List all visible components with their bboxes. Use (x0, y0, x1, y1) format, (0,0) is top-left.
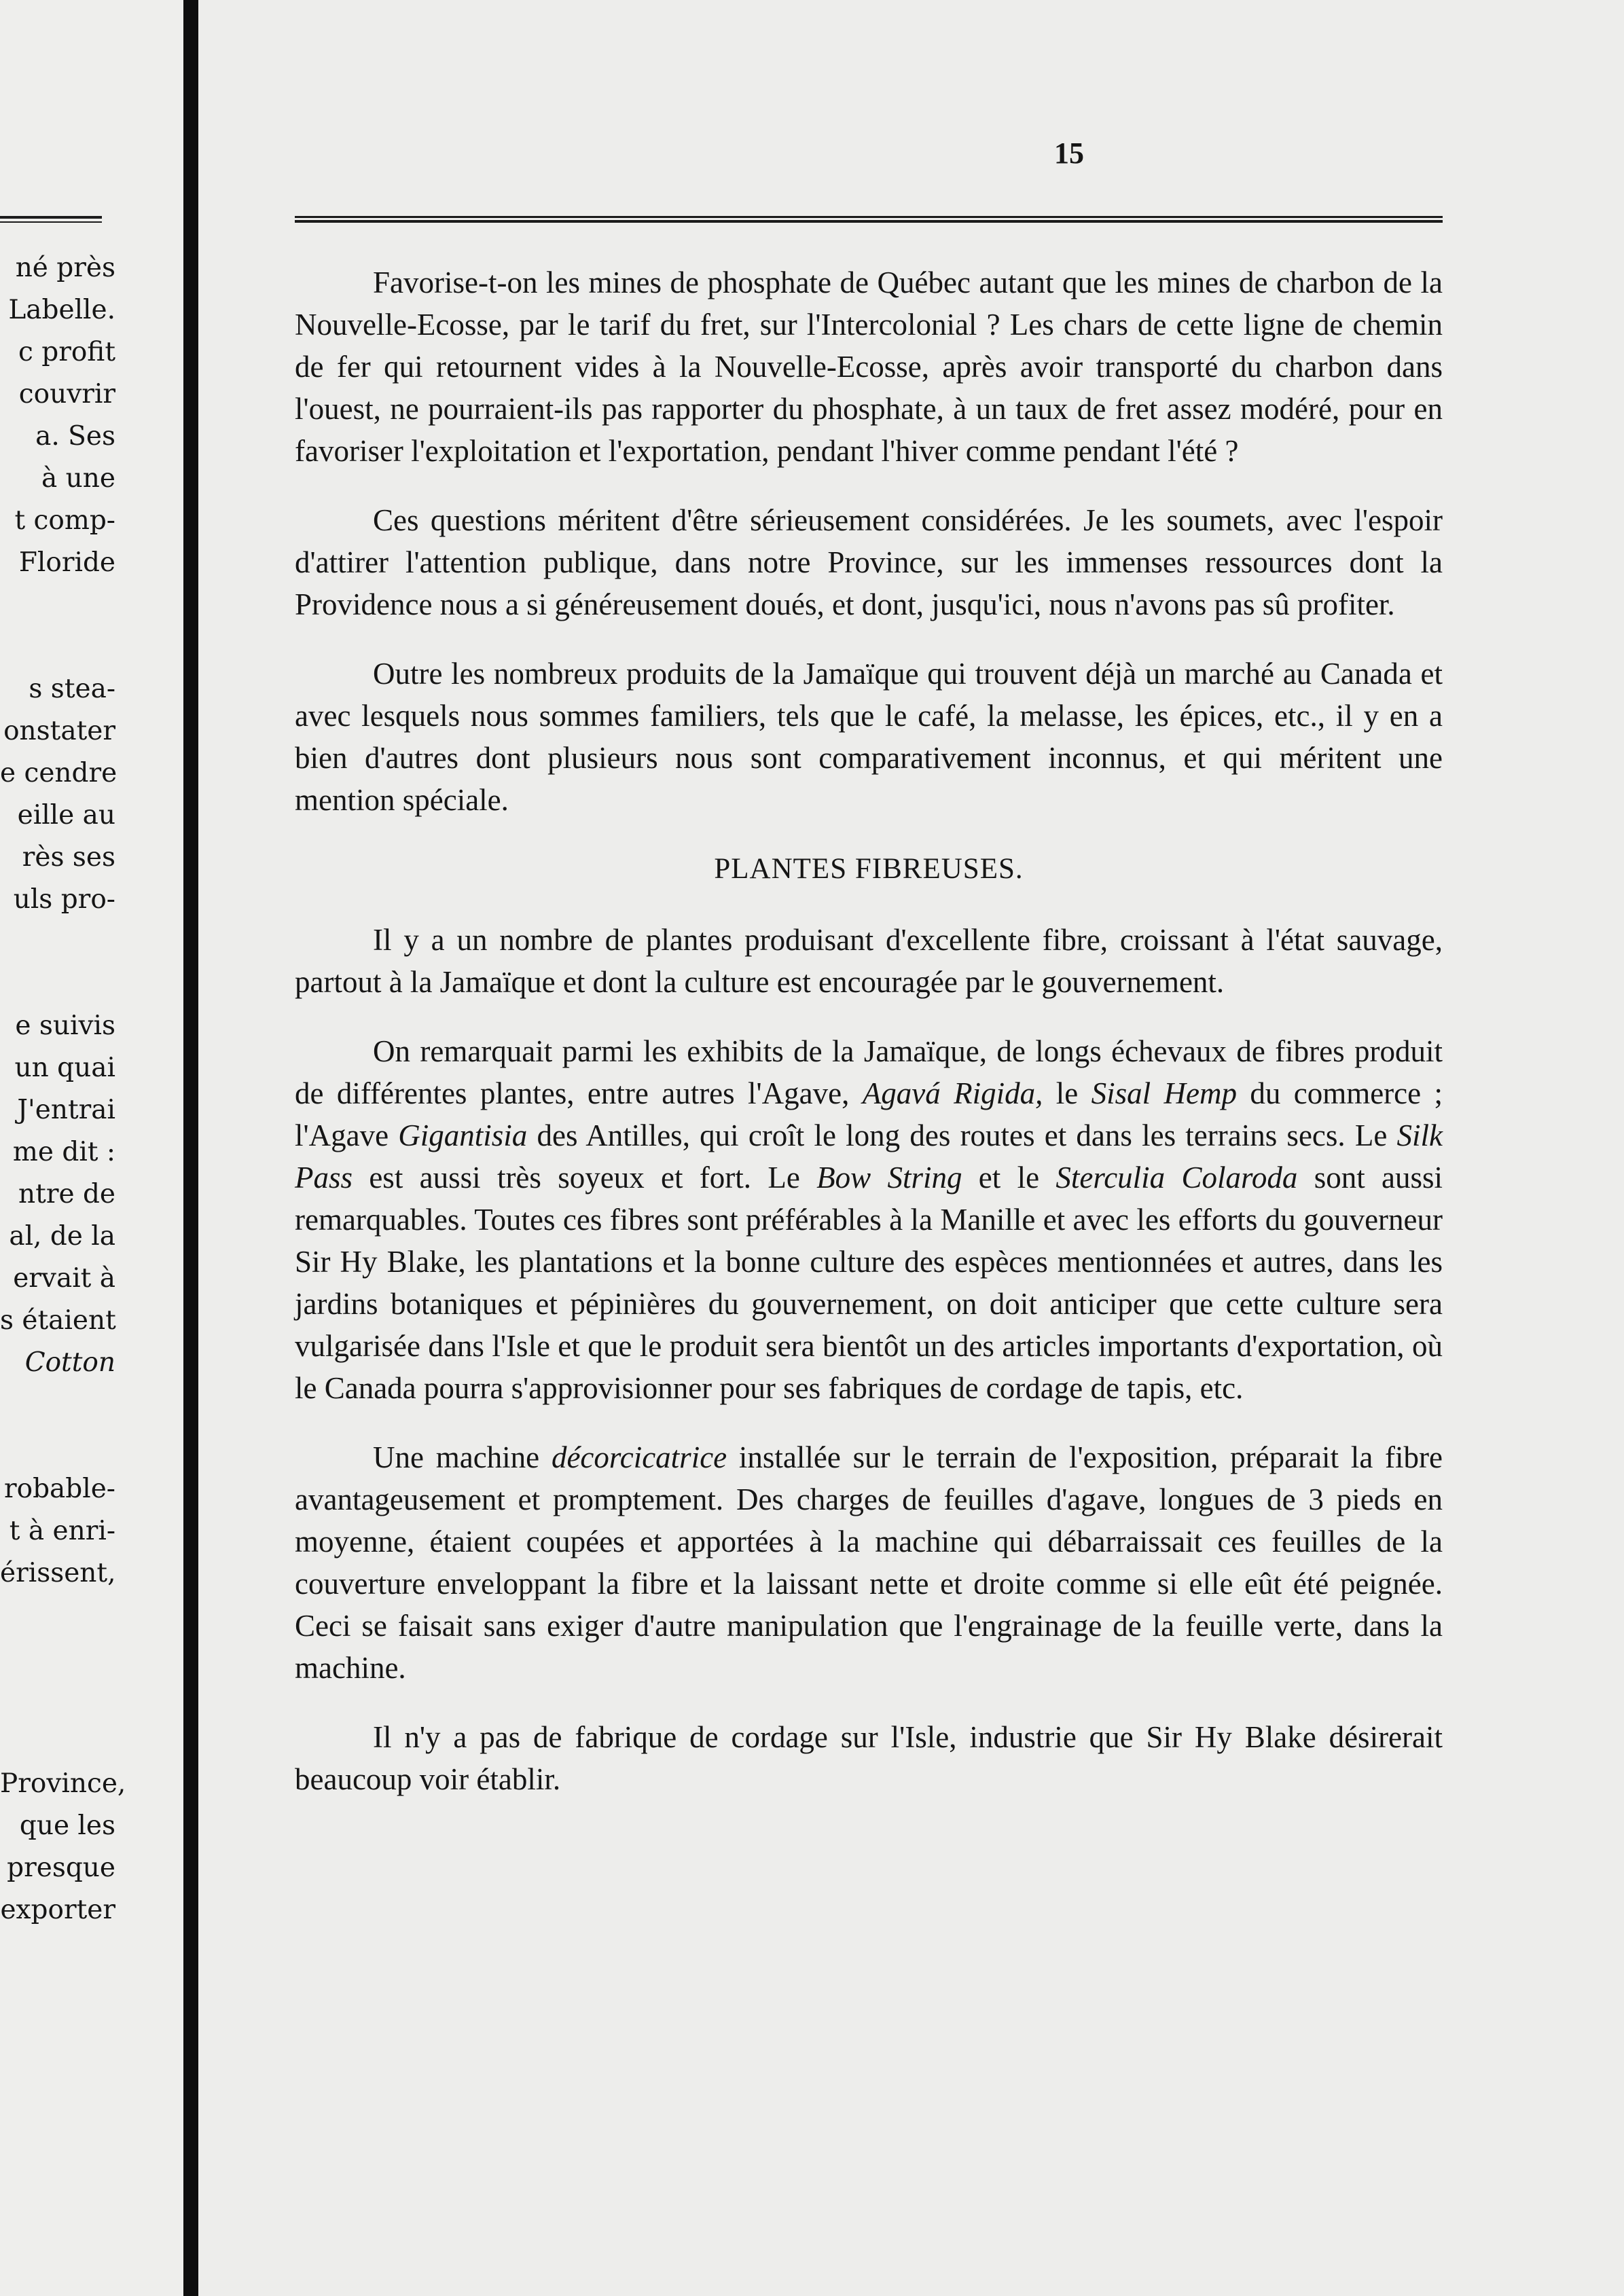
left-page-line: rès ses (22, 842, 115, 873)
left-page-line: Floride (18, 547, 115, 578)
italic-term-silk-pass: Silk Pass (295, 1118, 1443, 1195)
left-page-line: c profit (18, 337, 115, 367)
left-page-line: érissent, (0, 1558, 116, 1588)
paragraph-decorticating-machine (295, 1436, 1443, 1689)
italic-term-bow-string: Bow String (816, 1161, 962, 1195)
left-page-line: s étaient (0, 1305, 116, 1336)
italic-term-decorcicatrice: décorcicatrice (551, 1440, 727, 1474)
text-run: On remarquait parmi les exhibits de la Jamaïque, de longs échevaux de fibres produit de différentes plantes, entre autres l'Agave, (295, 1034, 1443, 1110)
paragraph-questions: Ces questions méritent d'être sérieusement considérées. Je les soumets, avec l'espoir d'attirer l'attention publique, dans notre Province, sur les immenses ressources dont la Providence nous a si généreusement doués, et dont, jusqu'ici, nous n'avons pas sû profiter. (295, 503, 1443, 621)
left-page-line: à une (41, 463, 115, 494)
left-page-line: onstater (3, 716, 115, 746)
paragraph-jamaica-products: Outre les nombreux produits de la Jamaïque qui trouvent déjà un marché au Canada et avec lesquels nous sommes familiers, tels que le café, la melasse, les épices, etc., il y en a bien d'autres dont plusieurs nous sont comparativement inconnus, et qui méritent une mention spéciale. (295, 657, 1443, 817)
book-gutter (183, 0, 198, 2296)
right-page (198, 0, 1624, 2296)
paragraph-fibrous-plants: Il y a un nombre de plantes produisant d'excellente fibre, croissant à l'état sauvage, partout à la Jamaïque et dont la culture est encouragée par le gouvernement. (295, 923, 1443, 999)
left-page-line: couvrir (18, 379, 115, 409)
left-page-line: t à enri- (9, 1516, 115, 1546)
left-page-line: s stea- (29, 674, 115, 704)
text-run: Une machine (373, 1440, 552, 1474)
left-page-line: a. Ses (35, 421, 115, 452)
text-run: installée sur le terrain de l'exposition, préparait la fibre avantageusement et promptement. Des charges de feuilles d'agave, longues de 3 pieds en moyenne, étaient coupées et apportées à la machine qui débarraissait ces feuilles de la couverture enveloppant la fibre et la laissant nette et droite comme si elle eût été peignée. Ceci se faisait sans exiger d'autre manipulation que l'engrainage de la feuille verte, dans la machine. (295, 1440, 1443, 1685)
text-run: du commerce ; l'Agave (295, 1076, 1443, 1152)
italic-term-sterculia-colaroda: Sterculia Colaroda (1055, 1161, 1298, 1195)
left-page-line: né près (15, 253, 115, 283)
page-number: 15 (1054, 136, 1084, 170)
left-page-line: uls pro- (13, 884, 115, 915)
left-page-rule (0, 216, 102, 223)
paragraph-fibre-exhibits (295, 1030, 1443, 1409)
text-run: est aussi très soyeux et fort. Le (353, 1161, 817, 1195)
left-page-line: e cendre (0, 758, 118, 788)
text-run: sont aussi remarquables. Toutes ces fibres sont préférables à la Manille et avec les efforts du gouverneur Sir Hy Blake, les plantations et la bonne culture des espèces mentionnées et autres, dans les jardins botaniques et pépinières du gouvernement, on doit anticiper que cette culture sera vulgarisée dans l'Isle et que le produit sera bientôt un des articles importants d'exportation, où le Canada pourra s'approvisionner pour ses fabriques de cordage de tapis, etc. (295, 1161, 1443, 1405)
section-heading: PLANTES FIBREUSES. (714, 853, 1024, 885)
left-page-line: Province, (0, 1768, 126, 1799)
left-page-line: exporter (0, 1895, 115, 1925)
left-page-line: Labelle. (8, 295, 115, 325)
text-run: et le (962, 1161, 1056, 1195)
header-rule (295, 216, 1443, 223)
italic-term-gigantisia: Gigantisia (398, 1118, 528, 1152)
left-page-line: ervait à (13, 1263, 115, 1294)
left-page-line: que les (19, 1810, 115, 1841)
left-page-line: al, de la (9, 1221, 115, 1252)
left-page-line: J'entrai (17, 1095, 115, 1125)
left-page-line: t comp- (14, 505, 115, 536)
paragraph-phosphate-tariff: Favorise-t-on les mines de phosphate de Québec autant que les mines de charbon de la Nouvelle-Ecosse, par le tarif du fret, sur l'Intercolonial ? Les chars de cette ligne de chemin de fer qui retournent vides à la Nouvelle-Ecosse, après avoir transporté du charbon dans l'ouest, ne pourraient-ils pas rapporter du phosphate, à un taux de fret assez modéré, pour en favoriser l'exploitation et l'exportation, pendant l'hiver comme pendant l'été ? (295, 266, 1443, 468)
text-run: le (1043, 1076, 1091, 1110)
left-facing-page (0, 0, 183, 2296)
left-page-line: ntre de (18, 1179, 115, 1209)
left-page-line: un quai (14, 1053, 115, 1083)
paragraph-cordage-factory: Il n'y a pas de fabrique de cordage sur l'Isle, industrie que Sir Hy Blake désirerait beaucoup voir établir. (295, 1720, 1443, 1796)
left-page-line: me dit : (12, 1137, 115, 1167)
left-page-line: robable- (3, 1474, 115, 1504)
text-run: des Antilles, qui croît le long des routes et dans les terrains secs. Le (527, 1118, 1397, 1152)
left-page-line: eille au (17, 800, 115, 831)
left-page-line: presque (7, 1853, 115, 1883)
italic-term-sisal-hemp: Sisal Hemp (1091, 1076, 1237, 1110)
left-page-line: Cotton (24, 1347, 115, 1378)
italic-term-agave-rigida: Agavá Rigida, (862, 1076, 1043, 1110)
body-text (295, 261, 1443, 1827)
left-page-line: e suivis (15, 1010, 115, 1041)
